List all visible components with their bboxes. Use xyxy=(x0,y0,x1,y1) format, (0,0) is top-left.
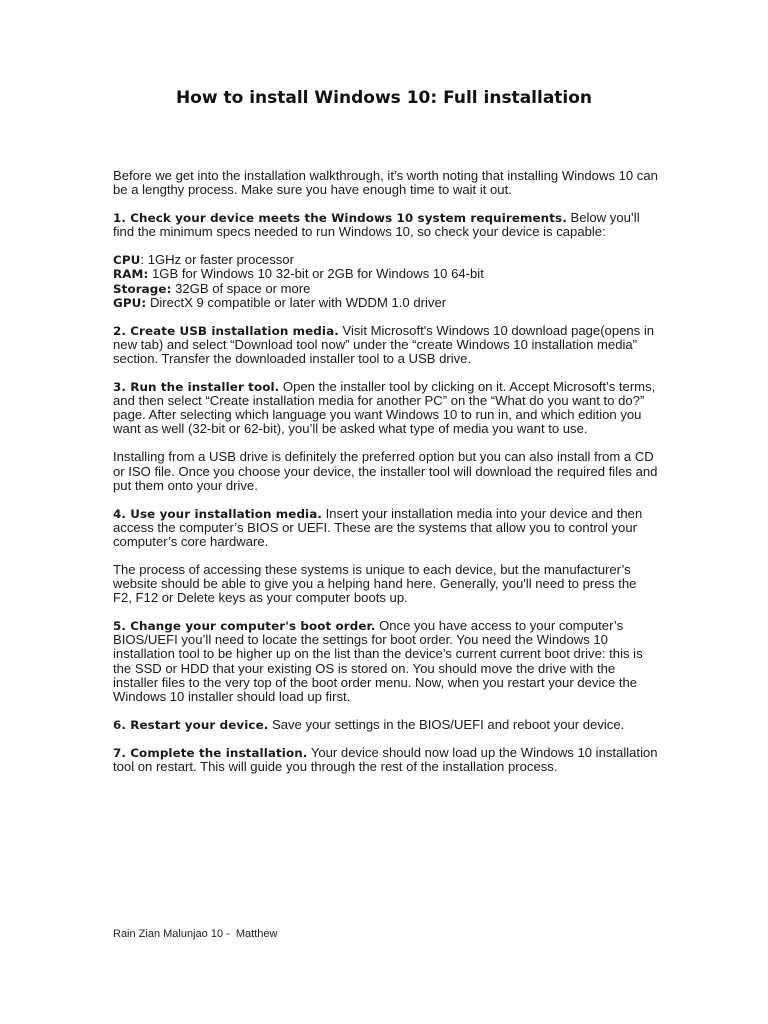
step-3-heading: 3. Run the installer tool. xyxy=(113,380,280,395)
step-5-text: Once you have access to your computer’s BIOS/UEFI you’ll need to locate the settings for boot order. You need the Windows 10 installation tool to be higher up on the list than the device’s current current boot drive: this is the SSD or HDD that your existing OS is stored on. You should move the drive with the installer files to the very top of the boot order menu. Now, when you restart your device the Windows 10 installer should load up first. xyxy=(113,618,643,704)
intro-paragraph: Before we get into the installation walkthrough, it’s worth noting that installing Windows 10 can be a lengthy process. Make sure you have enough time to wait it out. xyxy=(113,168,658,198)
spec-value: 1GB for Windows 10 32-bit or 2GB for Windows 10 64-bit xyxy=(152,266,484,282)
step-3-paragraph xyxy=(113,380,658,436)
step-1-paragraph xyxy=(113,211,658,239)
step-2-paragraph xyxy=(113,324,658,366)
spec-label: RAM: xyxy=(113,267,149,282)
step-7-paragraph xyxy=(113,746,658,774)
spec-storage xyxy=(113,282,658,296)
step-5-heading: 5. Change your computer's boot order. xyxy=(113,619,376,634)
step-6-text: Save your settings in the BIOS/UEFI and reboot your device. xyxy=(268,716,625,732)
step-1-text: Below you’ll find the minimum specs needed to run Windows 10, so check your device is capable: xyxy=(113,210,640,240)
spec-value: 1GHz or faster processor xyxy=(147,252,294,268)
step-3-text: Open the installer tool by clicking on it. Accept Microsoft’s terms, and then select “Create installation media for another PC” on the “What do you want to do?” page. After selecting which language you want Windows 10 to run in, and which edition you want as well (32-bit or 62-bit), you’ll be asked what type of media you want to use. xyxy=(113,379,656,437)
document-title: How to install Windows 10: Full installation xyxy=(175,88,593,108)
spec-value: DirectX 9 compatible or later with WDDM 1.0 driver xyxy=(149,294,447,310)
step-2-text: Visit Microsoft's Windows 10 download page(opens in new tab) and select “Download tool now” under the “create Windows 10 installation media” section. Transfer the downloaded installer tool to a USB drive. xyxy=(113,322,655,366)
specs-list xyxy=(113,253,658,309)
spec-label: CPU xyxy=(113,253,141,268)
spec-label: Storage: xyxy=(113,281,172,296)
step-1-heading: 1. Check your device meets the Windows 10 system requirements. xyxy=(113,211,567,226)
step-6-paragraph xyxy=(113,718,658,732)
step-4-text: Insert your installation media into your device and then access the computer’s BIOS or UEFI. These are the systems that allow you to control your computer’s core hardware. xyxy=(113,505,643,549)
spec-cpu: CPU: 1GHz or faster processor xyxy=(113,252,294,268)
step-4-paragraph xyxy=(113,507,658,549)
usb-paragraph: Installing from a USB drive is definitely the preferred option but you can also install from a CD or ISO file. Once you choose your device, the installer tool will download the required files and put them onto your drive. xyxy=(113,449,658,493)
spec-gpu xyxy=(113,296,658,310)
spec-label: GPU: xyxy=(113,295,147,310)
step-4-heading: 4. Use your installation media. xyxy=(113,506,322,521)
step-7-heading: 7. Complete the installation. xyxy=(113,745,308,760)
step-6-heading: 6. Restart your device. xyxy=(113,717,269,732)
document-body xyxy=(113,169,658,788)
step-5-paragraph xyxy=(113,619,658,704)
step-7-text: Your device should now load up the Windows 10 installation tool on restart. This will guide you through the rest of the installation process. xyxy=(113,744,658,774)
spec-ram xyxy=(113,267,658,281)
step-2-heading: 2. Create USB installation media. xyxy=(113,323,339,338)
bios-paragraph: The process of accessing these systems is unique to each device, but the manufacturer’s website should be able to give you a helping hand here. Generally, you'll need to press the F2, F12 or Delete keys as your computer boots up. xyxy=(113,561,637,606)
footer-author: Rain Zian Malunjao 10 - Matthew xyxy=(113,928,278,940)
spec-value: 32GB of space or more xyxy=(175,280,311,296)
